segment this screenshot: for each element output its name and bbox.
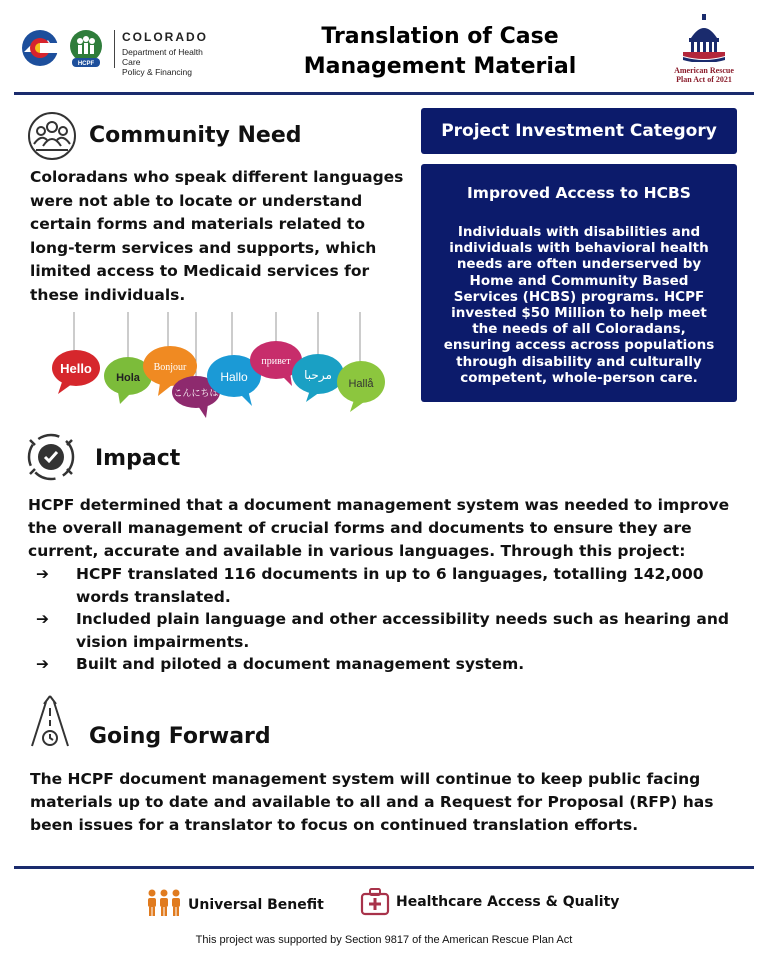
target-check-icon	[26, 432, 76, 482]
bullet-text: HCPF translated 116 documents in up to 6 languages, totalling 142,000 words translated.	[76, 565, 704, 606]
investment-category-header: Project Investment Category	[421, 108, 737, 154]
hcpf-badge-text: HCPF	[77, 61, 95, 67]
header-divider	[14, 92, 754, 95]
bubble-text: Hello	[60, 361, 92, 376]
going-forward-heading: Going Forward	[89, 724, 271, 749]
logo-state: COLORADO	[122, 30, 208, 44]
community-need-text: Coloradans who speak different languages were not able to locate or understand certain forms and materials related to long-term services and supports, which limited access to Medicaid services for these individuals.	[30, 168, 404, 304]
list-item	[28, 608, 748, 653]
list-item	[28, 653, 748, 676]
bubble-text: Hola	[116, 372, 140, 384]
investment-body: Individuals with disabilities and individuals with behavioral health needs are often underserved by Home and Community Based Services (HCBS) programs. HCPF invested $50 Million to help meet the needs of all Coloradans, ensuring access across populations through disability and culturally competent, whole-person care.	[443, 224, 715, 386]
bubble-hello	[52, 350, 100, 394]
footer-divider	[14, 866, 754, 869]
title-line1: Translation of Case	[321, 24, 559, 49]
arrow-bullet-icon: ➔	[36, 655, 49, 673]
colorado-hcpf-logo	[20, 28, 210, 77]
medical-kit-icon	[360, 887, 390, 917]
community-need-heading: Community Need	[89, 123, 302, 148]
language-bubbles-image	[48, 312, 388, 420]
arrow-bullet-icon: ➔	[36, 610, 49, 628]
bubble-text: مرحبا	[304, 368, 332, 382]
list-item	[28, 563, 748, 608]
road-ahead-icon	[28, 694, 72, 752]
impact-heading: Impact	[95, 446, 181, 471]
hcpf-badge-icon	[64, 28, 108, 68]
bubble-text: привет	[261, 356, 291, 367]
bubble-text: Hallo	[220, 370, 248, 384]
going-forward-text: The HCPF document management system will continue to keep public facing materials up to date and available to all and a Request for Proposal (RFP) has been issues for a translator to focus on continued translation efforts.	[30, 770, 714, 834]
bullet-text: Included plain language and other accessibility needs such as hearing and vision impairments.	[76, 610, 729, 651]
logo-dept-line2: Policy & Financing	[122, 67, 192, 77]
investment-subtitle: Improved Access to HCBS	[467, 184, 691, 202]
people-group-icon	[146, 888, 182, 918]
bullet-text: Built and piloted a document management system.	[76, 655, 525, 673]
american-rescue-plan-logo	[668, 14, 740, 86]
logo-text	[122, 30, 210, 77]
arp-line2: Plan Act of 2021	[676, 75, 732, 84]
page-title	[290, 22, 590, 82]
bubble-text: Bonjour	[153, 362, 187, 373]
bubble-halla	[337, 361, 385, 412]
colorado-c-logo-icon	[20, 28, 60, 68]
capitol-dome-icon	[681, 14, 727, 62]
bubble-marhaba	[292, 354, 344, 402]
logo-divider	[114, 30, 115, 68]
benefit-healthcare-access: Healthcare Access & Quality	[396, 894, 620, 910]
page-header	[0, 0, 768, 92]
bubble-text: こんにちは	[173, 389, 219, 399]
footer-note: This project was supported by Section 9817 of the American Rescue Plan Act	[195, 934, 573, 946]
impact-text: HCPF determined that a document management system was needed to improve the overall management of crucial forms and documents to ensure they are current, accurate and available in various languages. Through this project:	[28, 496, 730, 560]
community-people-icon	[26, 110, 78, 162]
arrow-bullet-icon: ➔	[36, 565, 49, 583]
bubble-text: Hallå	[348, 378, 374, 390]
logo-dept-line1: Department of Health Care	[122, 47, 203, 67]
benefit-universal: Universal Benefit	[188, 897, 324, 913]
impact-bullet-list	[28, 563, 748, 676]
arp-line1: American Rescue	[674, 66, 734, 75]
title-line2: Management Material	[303, 54, 577, 79]
investment-category-panel	[421, 164, 737, 402]
